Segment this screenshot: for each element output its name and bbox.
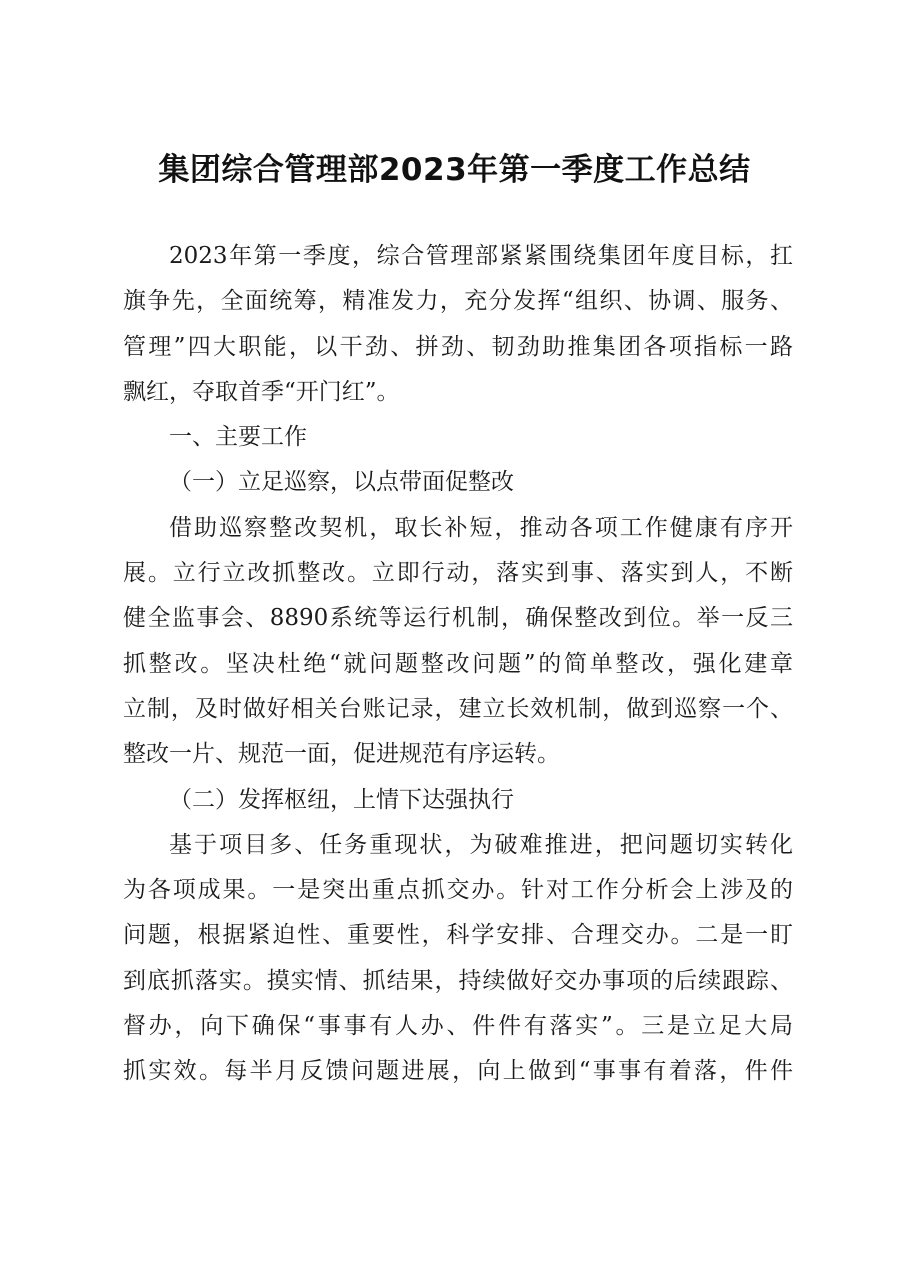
paragraph-line: 抓实效。每半月反馈问题进展，向上做到“事事有着落，件件	[123, 1058, 793, 1085]
paragraph-line: 到底抓落实。摸实情、抓结果，持续做好交办事项的后续跟踪、	[123, 967, 793, 994]
document-body	[123, 234, 793, 1095]
paragraph-line: 管理”四大职能，以干劲、拼劲、韧劲助推集团各项指标一路	[123, 333, 793, 360]
paragraph-line: 抓整改。坚决杜绝“就问题整改问题”的简单整改，强化建章	[123, 650, 793, 677]
paragraph-line: 2023年第一季度，综合管理部紧紧围绕集团年度目标，扛	[169, 243, 793, 269]
subsection-heading: （二）发挥枢纽，上情下达强执行	[169, 786, 514, 813]
paragraph-line: 督办，向下确保“事事有人办、件件有落实”。三是立足大局	[123, 1013, 793, 1040]
paragraph-line: 问题，根据紧迫性、重要性，科学安排、合理交办。二是一盯	[123, 922, 793, 949]
paragraph-line: 为各项成果。一是突出重点抓交办。针对工作分析会上涉及的	[123, 877, 793, 904]
paragraph-line: 整改一片、规范一面，促进规范有序运转。	[123, 741, 560, 768]
paragraph-line: 飘红，夺取首季“开门红”。	[123, 378, 400, 405]
paragraph-line: 展。立行立改抓整改。立即行动，落实到事、落实到人，不断	[123, 560, 793, 587]
paragraph-line: 旗争先，全面统筹，精准发力，充分发挥“组织、协调、服务、	[123, 288, 793, 315]
document-title: 集团综合管理部2023年第一季度工作总结	[158, 152, 751, 188]
subsection-heading: （一）立足巡察，以点带面促整改	[169, 469, 514, 496]
paragraph-line: 健全监事会、8890系统等运行机制，确保整改到位。举一反三	[123, 605, 793, 632]
paragraph-line: 基于项目多、任务重现状，为破难推进，把问题切实转化	[169, 831, 793, 858]
section-heading: 一、主要工作	[169, 424, 307, 451]
paragraph-line: 立制，及时做好相关台账记录，建立长效机制，做到巡察一个、	[123, 695, 793, 722]
paragraph-line: 借助巡察整改契机，取长补短，推动各项工作健康有序开	[169, 514, 793, 541]
